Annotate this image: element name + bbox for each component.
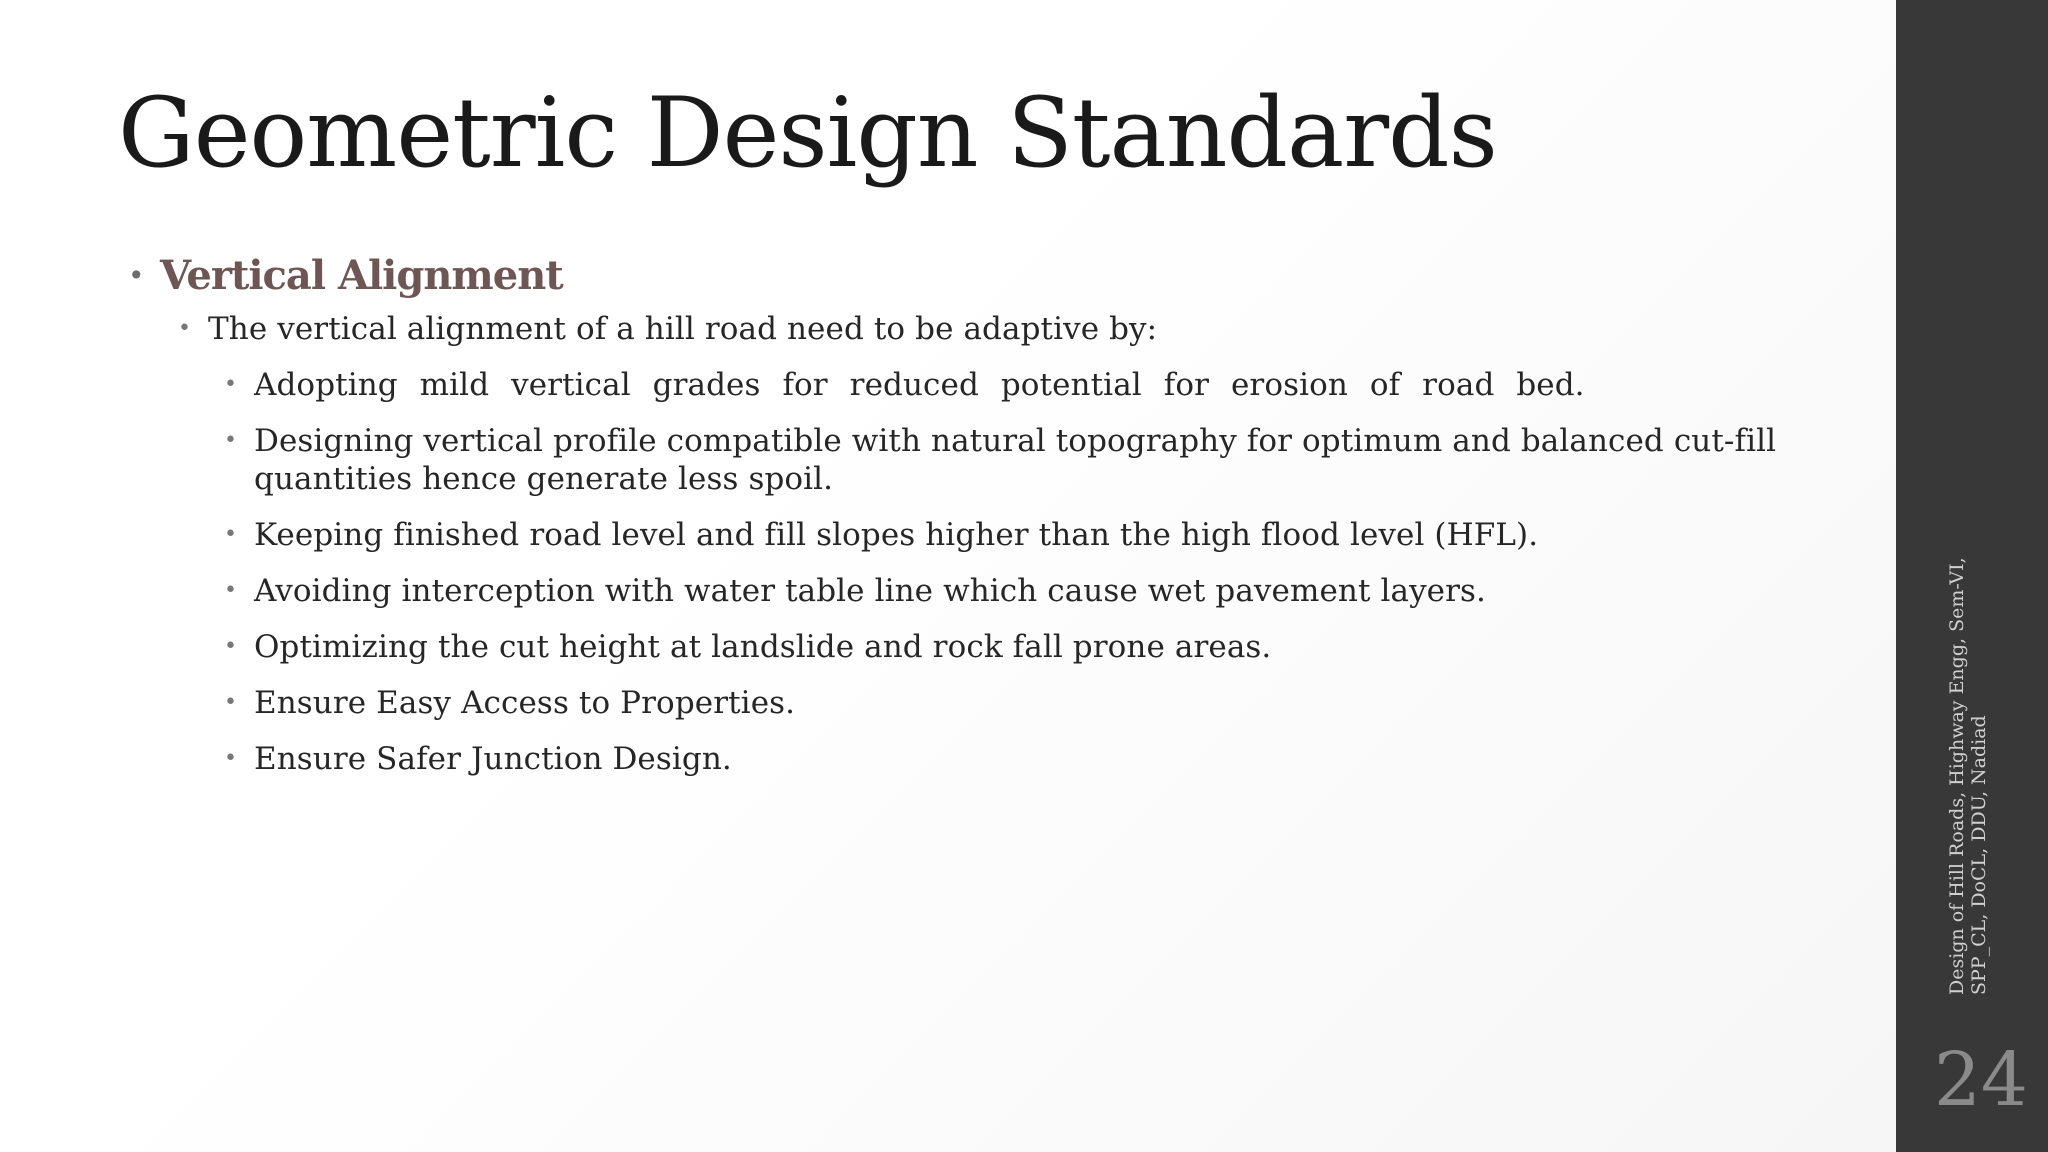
bullet-icon: • bbox=[224, 690, 238, 715]
point-list bbox=[126, 366, 1786, 778]
list-item bbox=[126, 628, 1786, 666]
point-text: Optimizing the cut height at landslide and rock fall prone areas. bbox=[254, 629, 1272, 665]
intro-item bbox=[126, 310, 1786, 348]
slide-content bbox=[126, 248, 1786, 796]
bullet-icon: • bbox=[178, 316, 192, 341]
slide-title: Geometric Design Standards bbox=[118, 77, 1497, 189]
list-item bbox=[126, 684, 1786, 722]
bullet-icon: • bbox=[224, 372, 238, 397]
point-text: Keeping finished road level and fill slopes higher than the high flood level (HFL). bbox=[254, 517, 1539, 553]
list-item bbox=[126, 366, 1786, 404]
footer-text bbox=[1946, 475, 2008, 995]
footer-line-1: Design of Hill Roads, Highway Engg, Sem-VI, bbox=[1946, 557, 1968, 995]
point-text: Avoiding interception with water table line which cause wet pavement layers. bbox=[254, 573, 1487, 609]
heading-item bbox=[126, 248, 1786, 304]
list-item bbox=[126, 422, 1786, 498]
point-text: Ensure Safer Junction Design. bbox=[254, 741, 732, 777]
list-item bbox=[126, 740, 1786, 778]
bullet-icon: • bbox=[128, 259, 144, 292]
section-heading: Vertical Alignment bbox=[160, 252, 563, 299]
bullet-icon: • bbox=[224, 522, 238, 547]
list-item bbox=[126, 572, 1786, 610]
bullet-icon: • bbox=[224, 746, 238, 771]
page-number: 24 bbox=[1933, 1037, 2028, 1123]
list-item bbox=[126, 516, 1786, 554]
bullet-icon: • bbox=[224, 634, 238, 659]
point-text: Adopting mild vertical grades for reduced potential for erosion of road bed. bbox=[254, 367, 1585, 403]
point-text: Designing vertical profile compatible with natural topography for optimum and balanced cut-fill quantities hence generate less spoil. bbox=[254, 423, 1777, 497]
bullet-icon: • bbox=[224, 428, 238, 453]
point-text: Ensure Easy Access to Properties. bbox=[254, 685, 796, 721]
bullet-icon: • bbox=[224, 578, 238, 603]
footer-line-2: SPP_CL, DoCL, DDU, Nadiad bbox=[1968, 715, 1990, 995]
intro-text: The vertical alignment of a hill road need to be adaptive by: bbox=[208, 311, 1158, 347]
